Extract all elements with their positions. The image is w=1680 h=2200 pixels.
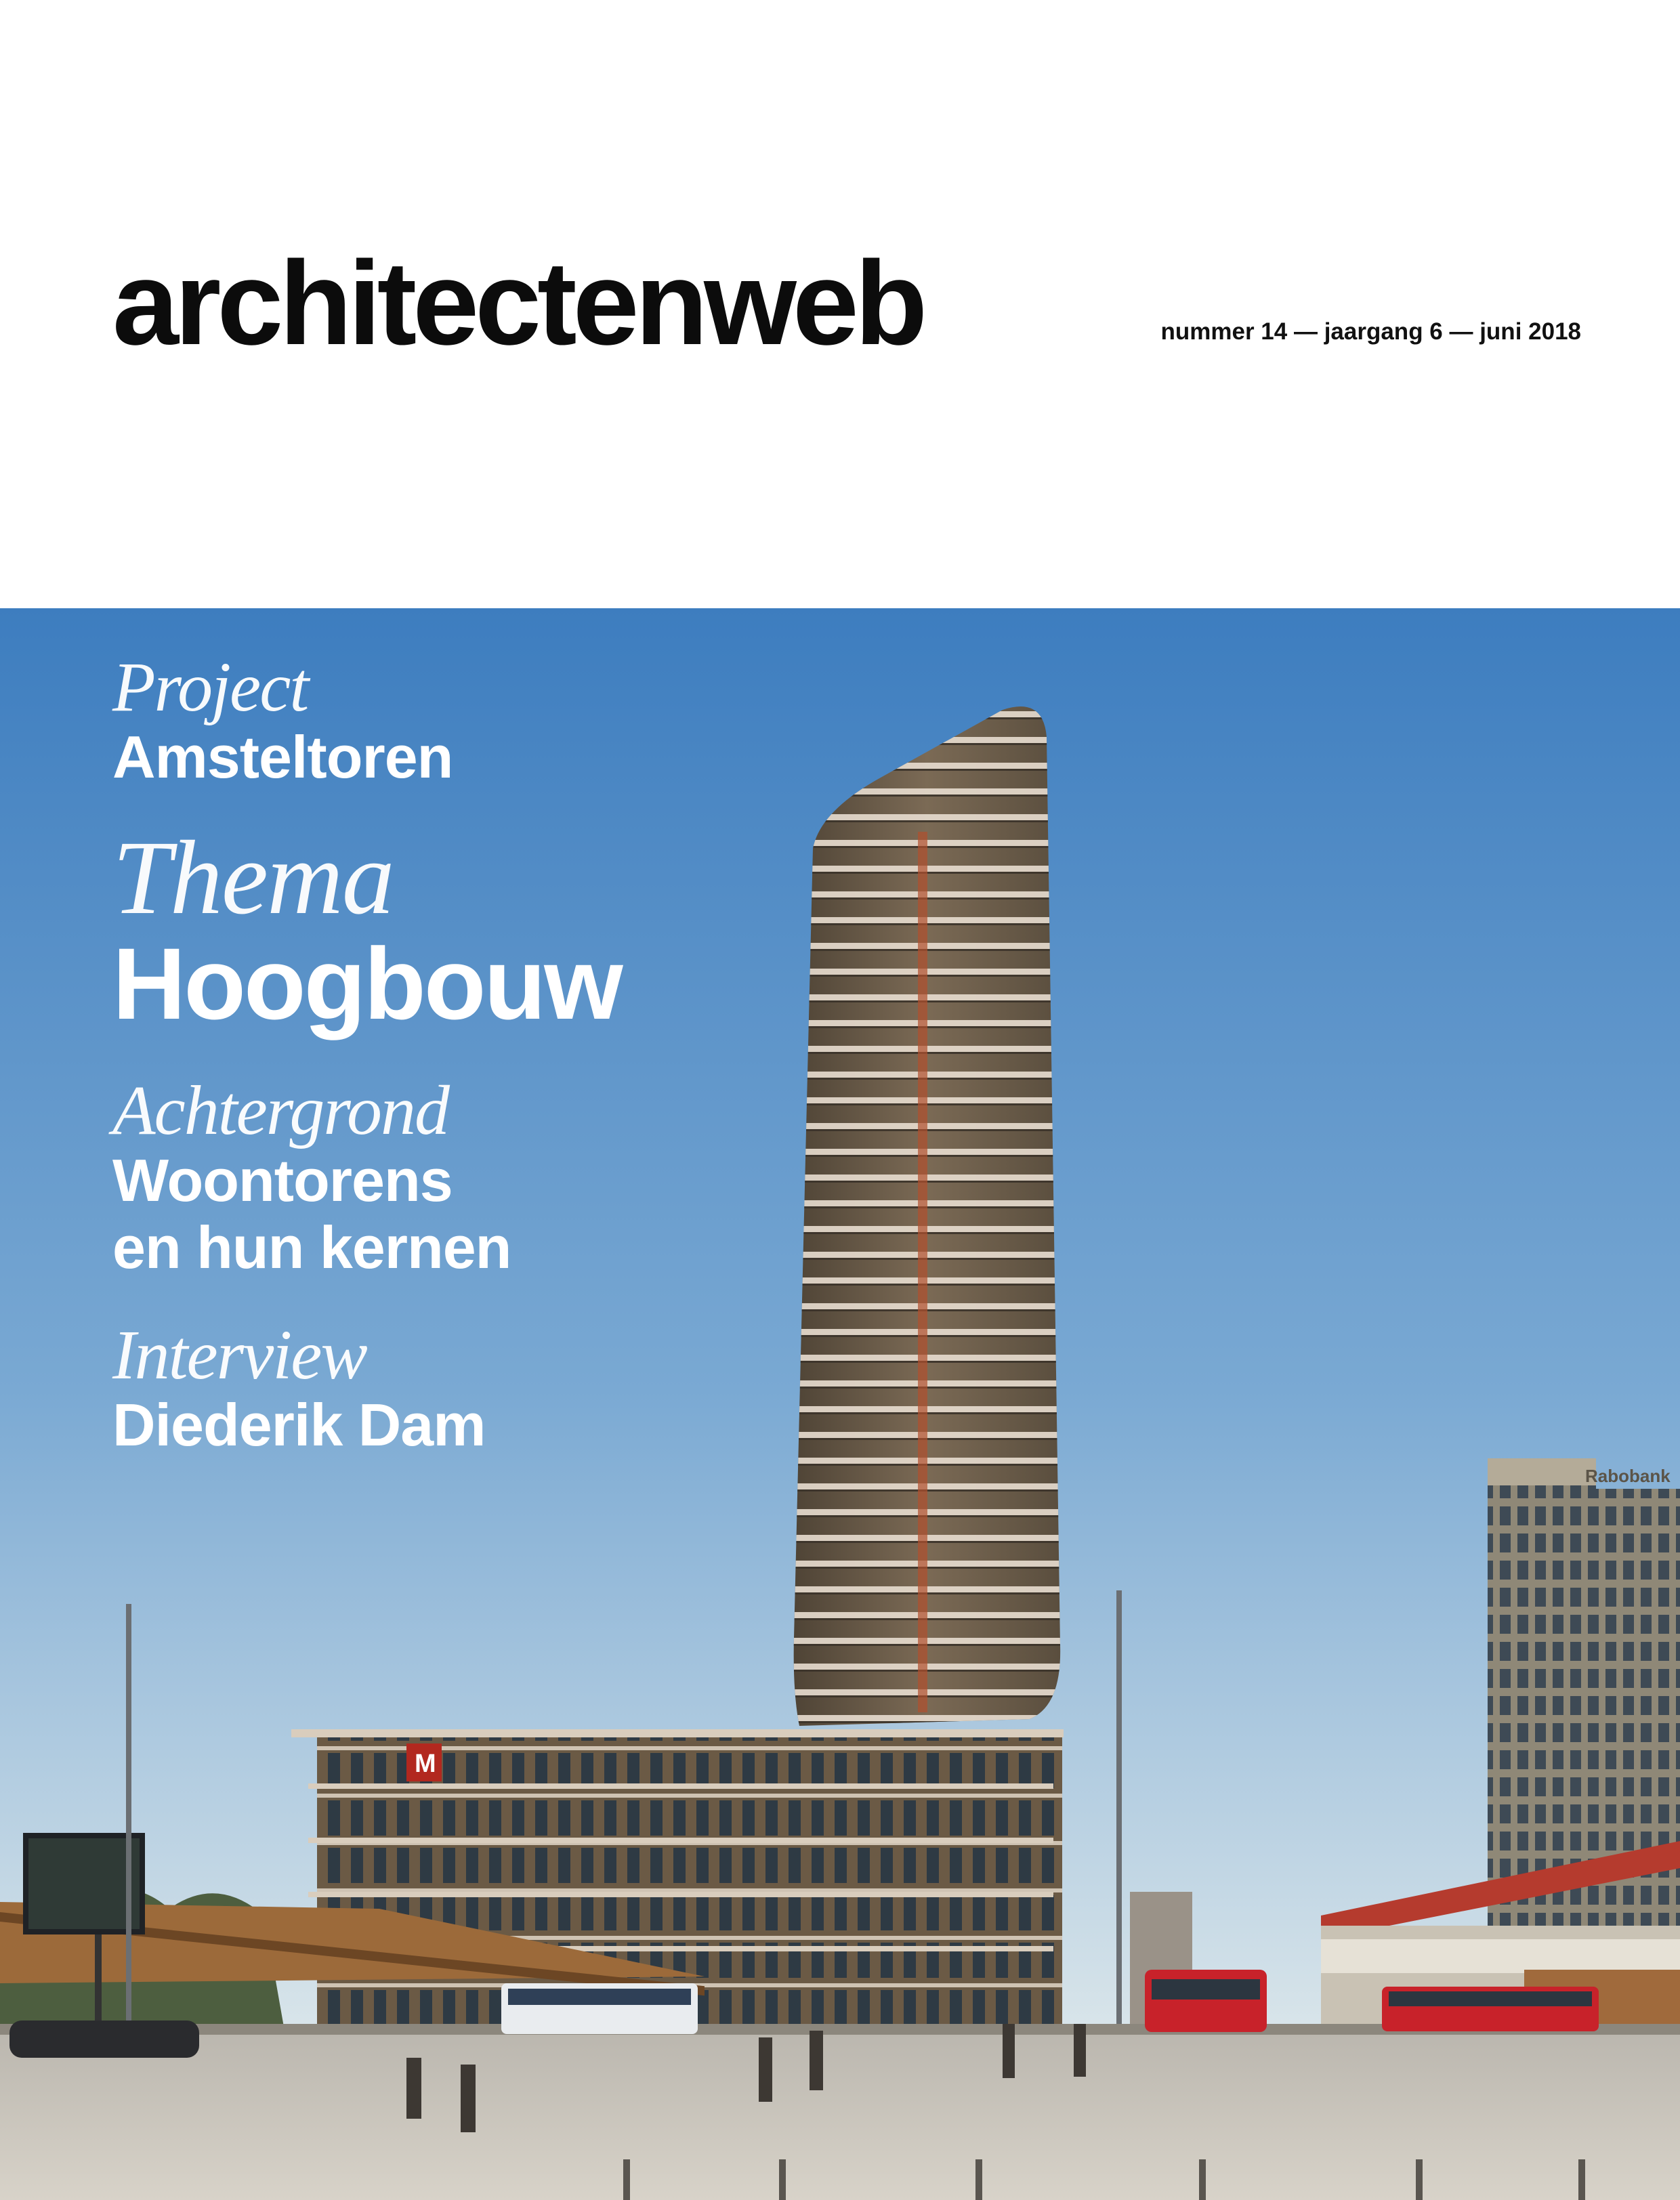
headline-hoogbouw: Hoogbouw — [112, 926, 621, 1040]
red-bus — [1382, 1987, 1599, 2031]
lamp-post — [1116, 1590, 1122, 2037]
cover-lines — [112, 650, 621, 1458]
kicker-thema: Thema — [112, 818, 394, 936]
red-bus — [1145, 1970, 1267, 2032]
kicker-project: Project — [112, 648, 308, 726]
kicker-achtergrond: Achtergrond — [112, 1072, 448, 1150]
magazine-masthead: architectenweb — [112, 237, 924, 370]
white-bus — [501, 1983, 698, 2034]
headline-amsteltoren: Amsteltoren — [112, 723, 453, 791]
headline-woontorens-line2: en hun kernen — [112, 1213, 511, 1281]
kicker-interview: Interview — [112, 1315, 366, 1394]
lamp-post — [126, 1604, 131, 2037]
issue-info: nummer 14 — jaargang 6 — juni 2018 — [1160, 318, 1581, 345]
bank-sign: Rabobank — [1585, 1466, 1671, 1486]
amsteltoren-tower — [794, 706, 1061, 1726]
headline-woontorens-line1: Woontorens — [112, 1147, 453, 1214]
car — [9, 2021, 199, 2058]
headline-diederik-dam: Diederik Dam — [112, 1391, 486, 1458]
hotel-sign: M — [415, 1750, 436, 1778]
plaza-ground — [0, 2024, 1680, 2200]
